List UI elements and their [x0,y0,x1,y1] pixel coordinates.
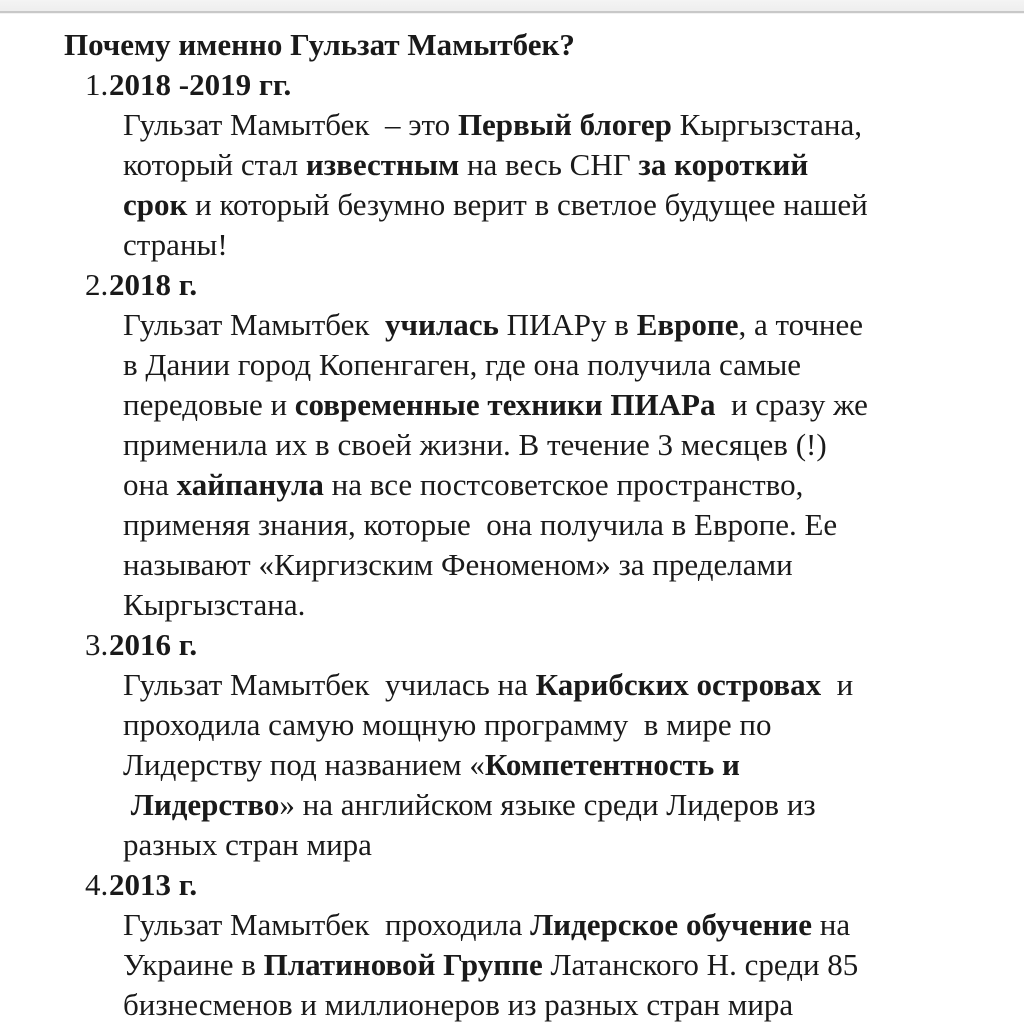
text-run: Гульзат Мамытбек проходила [123,907,531,942]
text-run: страны! [123,227,228,262]
item-body [123,105,1004,265]
text-line [123,105,1004,145]
text-line [123,745,1004,785]
page-title: Почему именно Гульзат Мамытбек? [64,27,575,62]
item-number: 1. [85,67,109,102]
text-run: Лидерству под названием « [123,747,485,782]
text-run: в Дании город Копенгаген, где она получила самые [123,347,802,382]
text-run: проходила самую мощную программу в мире по [123,707,772,742]
text-run: » на английском языке среди Лидеров из [279,787,816,822]
text-line [123,385,1004,425]
text-run: Украине в [123,947,264,982]
bold-text-run: Первый блогер [457,107,672,142]
text-run: на весь СНГ [459,147,639,182]
bold-text-run: Компетентность и [484,747,740,782]
text-run: который стал [123,147,306,182]
text-run: , а точнее [738,307,864,342]
text-run: бизнесменов и миллионеров из разных стран мира [123,987,794,1022]
text-run: называют «Киргизским Феноменом» за пределами [123,547,793,582]
text-line [123,785,1004,825]
text-run: ПИАРу в [498,307,637,342]
list-item [64,625,1004,865]
text-line [123,665,1004,705]
text-run: Кыргызстана. [123,587,306,622]
text-line [123,585,1004,625]
bold-text-run: современные техники ПИАРа [294,387,716,422]
bold-text-run: Карибских островах [535,667,822,702]
item-date: 2018 г. [109,267,198,302]
text-run: применила их в своей жизни. В течение 3 месяцев (!) [123,427,827,462]
bold-text-run: срок [123,187,188,222]
text-line [123,465,1004,505]
text-run: применяя знания, которые она получила в Европе. Ее [123,507,838,542]
text-line [123,185,1004,225]
bold-text-run: Лидерское обучение [530,907,812,942]
item-date: 2016 г. [109,627,198,662]
list-item [64,865,1004,1025]
text-line [123,985,1004,1025]
item-heading [64,865,1004,905]
text-line [123,145,1004,185]
document-page [0,13,1024,1025]
item-number: 2. [85,267,109,302]
bold-text-run: Европе [636,307,739,342]
list-item [64,265,1004,625]
text-run: разных стран мира [123,827,372,862]
item-body [123,305,1004,625]
text-run: на [811,907,851,942]
text-run: передовые и [123,387,295,422]
text-line [123,345,1004,385]
item-number: 4. [85,867,109,902]
text-run: и [821,667,854,702]
text-run: Гульзат Мамытбек училась на [123,667,536,702]
bold-text-run: училась [385,307,499,342]
bold-text-run: хайпанула [176,467,324,502]
text-run: Кыргызстана, [671,107,862,142]
item-number: 3. [85,627,109,662]
text-line [123,905,1004,945]
list-item [64,65,1004,265]
numbered-list [64,65,1004,1025]
item-heading [64,65,1004,105]
item-date: 2013 г. [109,867,198,902]
bold-text-run: за короткий [638,147,809,182]
text-run: на все постсоветское пространство, [323,467,804,502]
text-line [123,945,1004,985]
item-heading [64,265,1004,305]
text-run: Гульзат Мамытбек [123,307,385,342]
text-line [123,505,1004,545]
bold-text-run: Лидерство [130,787,280,822]
text-run: и который безумно верит в светлое будущее нашей [187,187,868,222]
text-run: она [123,467,177,502]
item-body [123,665,1004,865]
text-line [123,705,1004,745]
top-bar [0,0,1024,13]
text-line [123,825,1004,865]
item-heading [64,625,1004,665]
item-body [123,905,1004,1025]
item-date: 2018 -2019 гг. [109,67,292,102]
text-line [123,305,1004,345]
text-run: Латанского Н. среди 85 [542,947,859,982]
text-run: и сразу же [715,387,868,422]
text-line [123,225,1004,265]
text-run: Гульзат Мамытбек – это [123,107,458,142]
bold-text-run: известным [305,147,460,182]
text-line [123,545,1004,585]
text-run [123,787,131,822]
text-line [123,425,1004,465]
bold-text-run: Платиновой Группе [263,947,543,982]
